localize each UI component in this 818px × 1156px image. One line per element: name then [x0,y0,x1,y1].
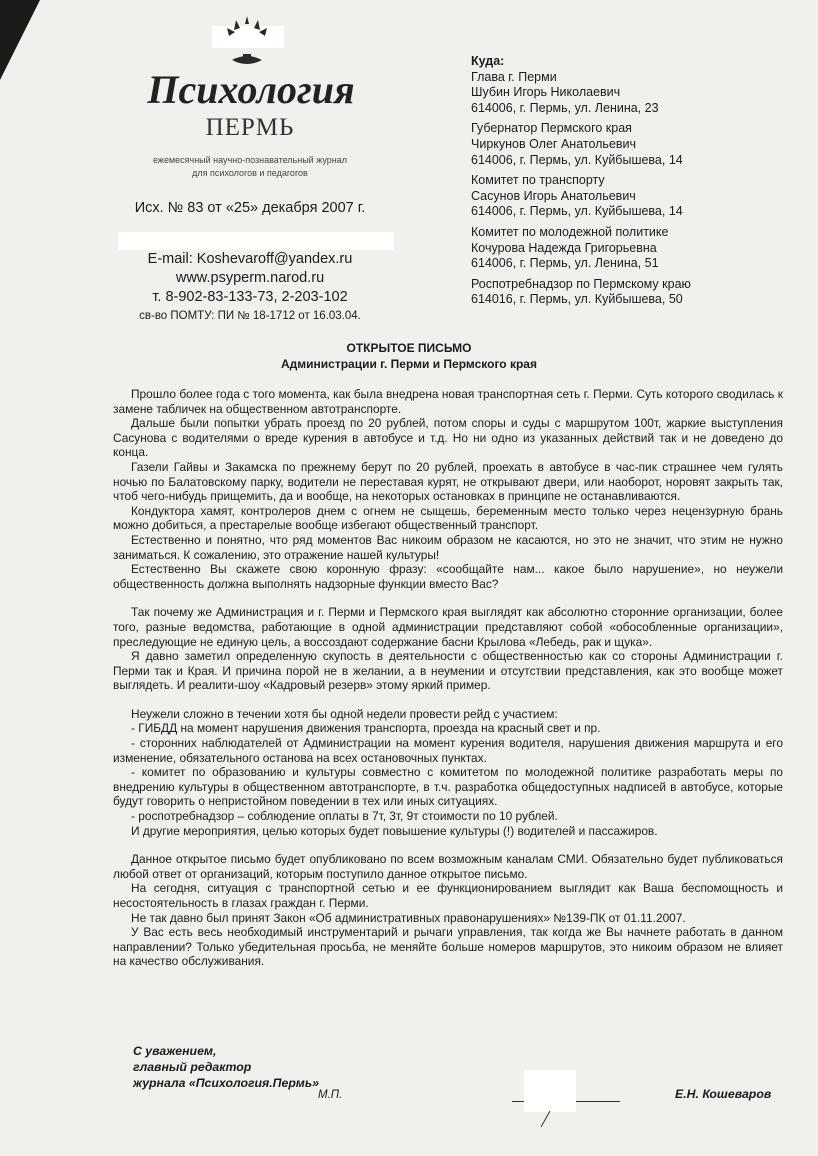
closing-block [133,1043,319,1091]
redaction-header [118,232,394,250]
list-item: - роспотребнадзор – соблюдение оплаты в 7т, 3т, 9т стоимости по 10 рублей. [131,809,558,824]
letter-title: ОТКРЫТОЕ ПИСЬМО [346,341,472,355]
paragraph: И другие мероприятия, целью которых будет повышение культуры (!) водителей и пассажиров. [131,823,658,838]
recipient [471,70,806,117]
paragraph: Прошло более года с того момента, как была внедрена новая транспортная сеть г. Перми. Суть которого сводилась к замене табличек на общественном автотранспорте. [113,387,783,416]
paragraph: Естественно Вы скажете свою коронную фразу: «сообщайте нам... какое было нарушение», но неужели общественность должна выполнять надзорные функции вместо Вас? [113,562,783,591]
journal-tagline [110,154,390,180]
recipients-block [471,54,806,313]
letter-heading [0,340,818,372]
contact-block [105,250,395,326]
paragraph: На сегодня, ситуация с транспортной сетью и ее функционированием выглядит как Ваша беспомощность и несостоятельность в глазах граждан г. Перми. [113,881,783,910]
recipient-line: Кочурова Надежда Григорьевна [471,240,657,255]
paragraph: Не так давно был принят Закон «Об административных правонарушениях» №139-ПК от 01.11.2007. [131,910,686,925]
journal-title: Психология [147,67,355,112]
paragraph: Естественно и понятно, что ряд моментов Вас никоим образом не касаются, но это не значит, что этим не нужно заниматься. К сожалению, это отражение нашей культуры! [113,532,783,562]
paragraph: Так почему же Администрация и г. Перми и Пермского края выглядят как абсолютно сторонние организации, более того, разные ведомства, работающие в одной администрации представляют собой «обособленные организации», преследующие не единую цель, а воссоздают содержание басни Крылова «Лебедь, рак и щука». [113,605,783,649]
paragraph: Я давно заметил определенную скупость в деятельности с общественностью как со стороны Администрации г. Перми так и Края. И причина порой не в желании, а в неумении и отсутствии представления, как это вообще может выглядеть. И реалити-шоу «Кадровый резерв» этому яркий пример. [113,649,783,693]
letter-subtitle: Администрации г. Перми и Пермского края [281,357,537,371]
paragraph: Газели Гайвы и Закамска по прежнему берут по 20 рублей, проехать в автобусе в час-пик страшнее чем гулять ночью по Балатовскому парку, водители не переставая курят, не открывают двери, или наоборот, норовят закрыть так, чтоб чего-нибудь прищемить, да и вообще, на некоторых остановках в принципе не останавливаются. [113,459,783,504]
paragraph: Неужели сложно в течении хотя бы одной недели провести рейд с участием: [131,706,558,721]
paragraph: Данное открытое письмо будет опубликовано по всем возможным каналам СМИ. Обязательно будет публиковаться любой ответ от организаций, которым поступило данное открытое письмо. [113,852,783,881]
recipient [471,225,806,272]
recipient-line: Глава г. Перми [471,69,557,84]
letter-body [113,387,783,969]
redaction-signature [524,1070,576,1112]
closing-line: С уважением, [133,1044,217,1058]
list-item: - ГИБДД на момент нарушения движения транспорта, проезда на красный свет и пр. [131,721,601,736]
recipient-line: 614006, г. Пермь, ул. Куйбышева, 14 [471,152,683,167]
signer-name: Е.Н. Кошеваров [675,1087,772,1101]
journal-emblem-icon [222,14,272,70]
tagline-line: для психологов и педагогов [192,168,308,178]
recipient-line: 614006, г. Пермь, ул. Куйбышева, 14 [471,204,683,219]
recipient-line: Комитет по молодежной политике [471,224,669,239]
recipient [471,121,806,168]
recipient-line: Сасунов Игорь Анатольевич [471,188,636,203]
outgoing-number: Исх. № 83 от «25» декабря 2007 г. [134,200,366,216]
list-item: - комитет по образованию и культуры совместно с комитетом по молодежной политике разработать меры по внедрению культуры в общественном автотранспорте, в т.ч. разработка общедоступных надписей в автобусе, которые будут говорить о непристойном поведении в тех или иных ситуациях. [113,765,783,809]
phone: т. 8-902-83-133-73, 2-203-102 [152,289,348,305]
recipient-line: 614006, г. Пермь, ул. Ленина, 51 [471,256,659,271]
email: E-mail: Koshevaroff@yandex.ru [147,251,353,267]
recipient [471,173,806,220]
website: www.psyperm.narod.ru [175,270,325,286]
recipient-line: Роспотребнадзор по Пермскому краю [471,276,691,291]
paragraph: У Вас есть весь необходимый инструментарий и рычаги управления, так когда же Вы начнете работать в данном направлении? Только убедительная просьба, не меняйте больше номеров маршрутов, это никоим образом не влияет на качество обслуживания. [113,925,783,969]
paragraph: Дальше были попытки убрать проезд по 20 рублей, потом споры и суды с маршрутом 100т, жаркие выступления Сасунова с водителями о вреде курения в автобусе и т.д. Но ни одно из указанных действий так и не доведено до конца. [113,416,783,460]
signature-icon [538,1110,552,1128]
recipient-line: 614006, г. Пермь, ул. Ленина, 23 [471,100,659,115]
recipient-line: Губернатор Пермского края [471,121,632,136]
scan-corner-shadow [0,0,40,80]
registration: св-во ПОМТУ: ПИ № 18-1712 от 16.03.04. [139,310,361,322]
recipient [471,277,806,308]
recipient-line: 614016, г. Пермь, ул. Куйбышева, 50 [471,292,683,307]
journal-city: ПЕРМЬ [205,114,295,141]
recipient-line: Шубин Игорь Николаевич [471,85,621,100]
recipient-line: Чиркунов Олег Анатольевич [471,136,637,151]
stamp-place: М.П. [318,1089,343,1101]
closing-line: главный редактор [133,1060,252,1074]
recipients-label: Куда: [471,54,505,68]
list-item: - сторонних наблюдателей от Администрации на момент курения водителя, нарушения движения маршрута и его изменение, обязательного останова на всех остановочных пунктах. [113,736,783,765]
closing-line: журнала «Психология.Пермь» [133,1076,319,1090]
tagline-line: ежемесячный научно-познавательный журнал [153,155,347,165]
recipient-line: Комитет по транспорту [471,173,605,188]
paragraph: Кондуктора хамят, контролеров днем с огнем не сыщешь, беременным место только через нецензурную брань можно добиться, а престарелые вообще избегают общественный транспорт. [113,503,783,533]
